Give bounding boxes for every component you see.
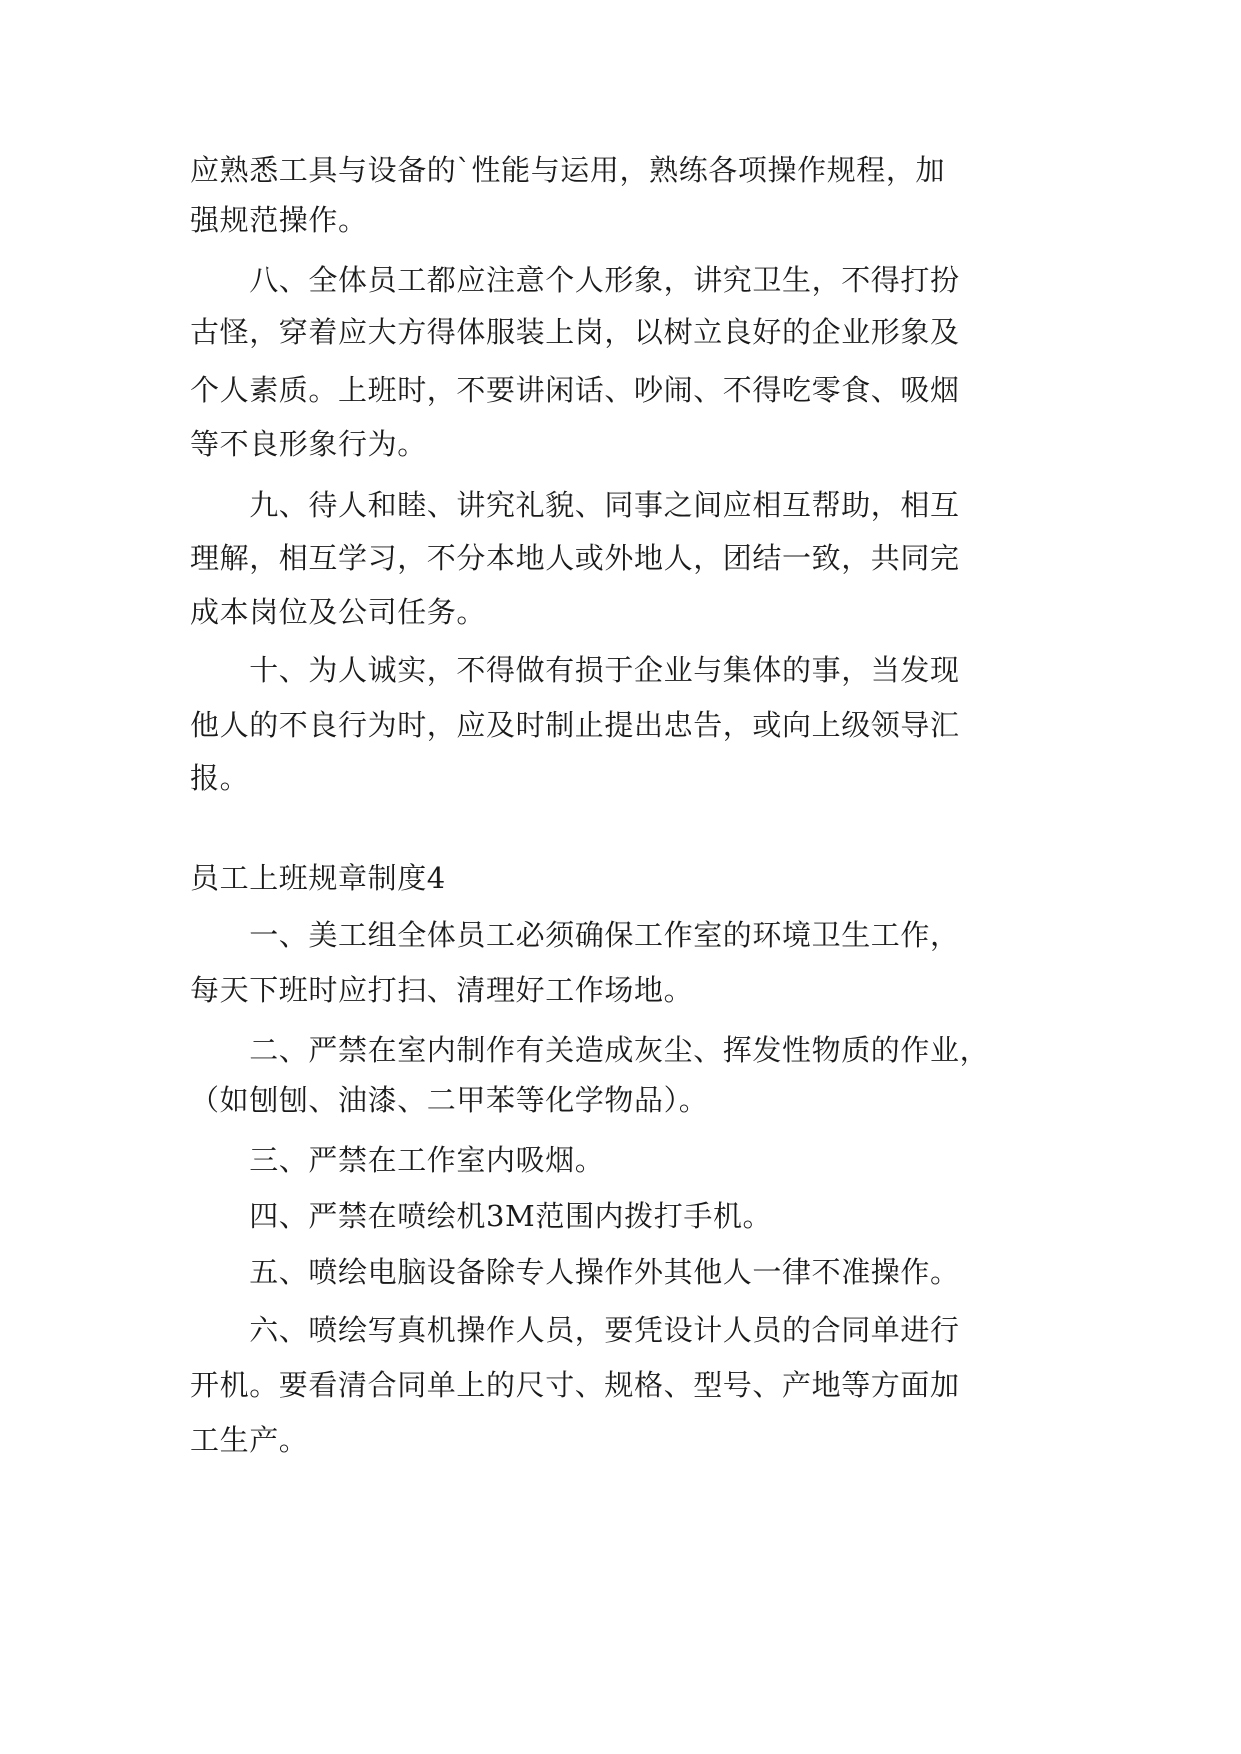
paragraph-line: 三、严禁在工作室内吸烟。 (190, 1143, 605, 1177)
paragraph-line: 报。 (190, 761, 250, 795)
paragraph-line: 九、待人和睦、讲究礼貌、同事之间应相互帮助，相互 (190, 488, 960, 522)
paragraph-line: （如刨刨、油漆、二甲苯等化学物品）。 (190, 1083, 709, 1117)
paragraph-line: 等不良形象行为。 (190, 427, 427, 461)
paragraph-line: 四、严禁在喷绘机3M范围内拨打手机。 (190, 1199, 773, 1233)
paragraph-line: 每天下班时应打扫、清理好工作场地。 (190, 973, 694, 1007)
paragraph-line: 开机。要看清合同单上的尺寸、规格、型号、产地等方面加 (190, 1368, 960, 1402)
section-title: 员工上班规章制度4 (190, 861, 446, 895)
paragraph-line: 成本岗位及公司任务。 (190, 595, 487, 629)
paragraph-line: 古怪，穿着应大方得体服装上岗，以树立良好的企业形象及 (190, 315, 960, 349)
paragraph-line: 五、喷绘电脑设备除专人操作外其他人一律不准操作。 (190, 1255, 960, 1289)
paragraph-line: 应熟悉工具与设备的`性能与运用，熟练各项操作规程，加 (190, 153, 946, 187)
paragraph-line: 十、为人诚实，不得做有损于企业与集体的事，当发现 (190, 653, 960, 687)
paragraph-line: 一、美工组全体员工必须确保工作室的环境卫生工作， (190, 918, 960, 952)
paragraph-line: 他人的不良行为时，应及时制止提出忠告，或向上级领导汇 (190, 708, 960, 742)
paragraph-line: 二、严禁在室内制作有关造成灰尘、挥发性物质的作业， (190, 1033, 990, 1067)
paragraph-line: 个人素质。上班时，不要讲闲话、吵闹、不得吃零食、吸烟 (190, 373, 960, 407)
paragraph-line: 工生产。 (190, 1423, 309, 1457)
paragraph-line: 理解，相互学习，不分本地人或外地人，团结一致，共同完 (190, 541, 960, 575)
paragraph-line: 六、喷绘写真机操作人员，要凭设计人员的合同单进行 (190, 1313, 960, 1347)
paragraph-line: 八、全体员工都应注意个人形象，讲究卫生，不得打扮 (190, 263, 960, 297)
paragraph-line: 强规范操作。 (190, 203, 368, 237)
